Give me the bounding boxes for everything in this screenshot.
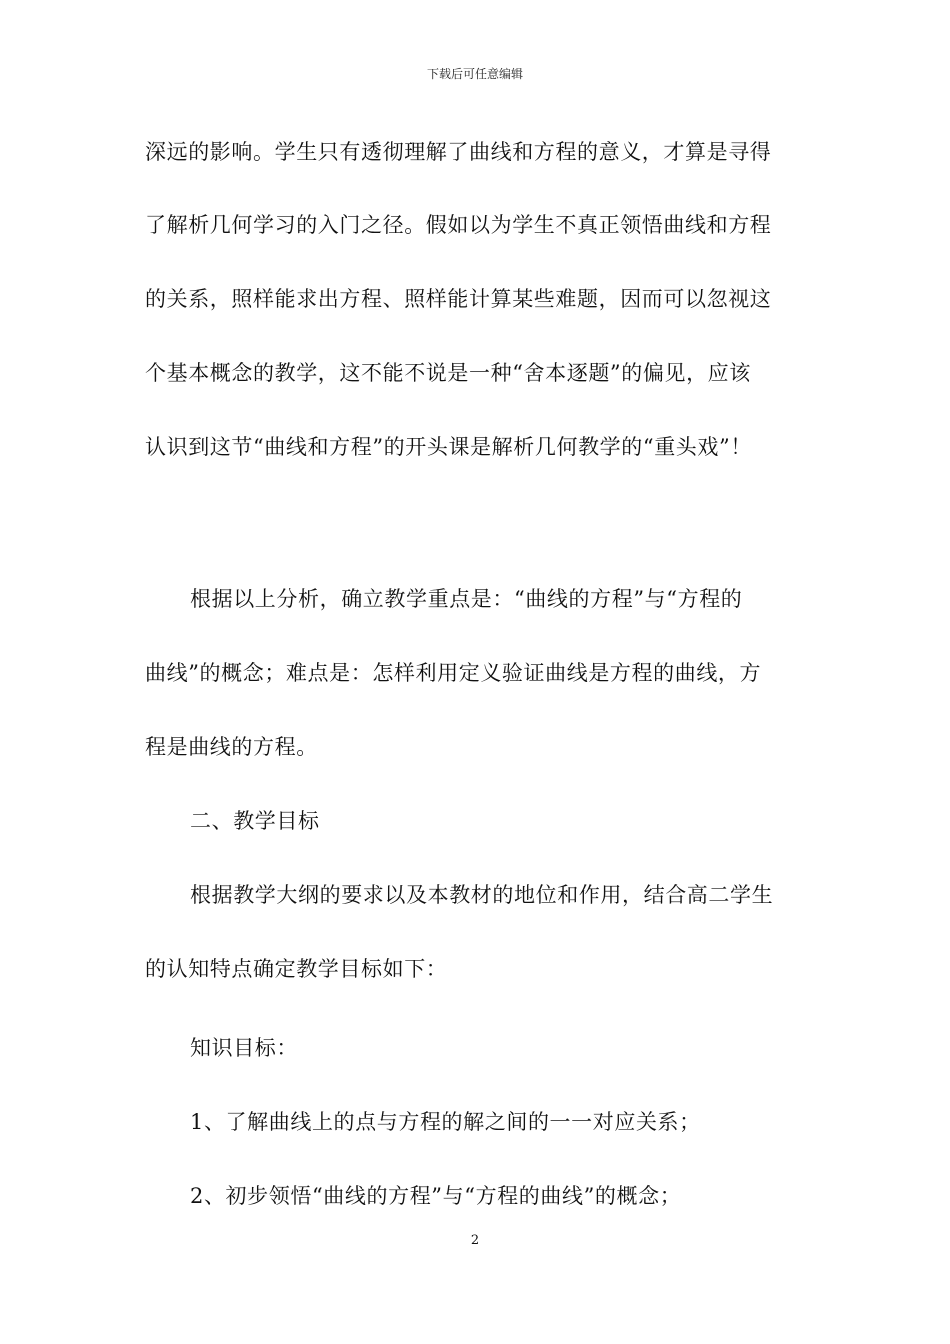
paragraph-line: 了解析几何学习的入门之径。假如以为学生不真正领悟曲线和方程 xyxy=(145,213,772,237)
list-item: 2、初步领悟“曲线的方程”与“方程的曲线”的概念； xyxy=(190,1184,682,1208)
page-number: 2 xyxy=(470,1233,480,1248)
paragraph-line: 程是曲线的方程。 xyxy=(145,735,318,759)
paragraph-line: 个基本概念的教学，这不能不说是一种“舍本逐题”的偏见，应该 xyxy=(145,361,751,385)
paragraph-line: 曲线”的概念；难点是：怎样利用定义验证曲线是方程的曲线，方 xyxy=(145,661,762,685)
list-item: 1、了解曲线上的点与方程的解之间的一一对应关系； xyxy=(190,1110,701,1134)
paragraph-line: 深远的影响。学生只有透彻理解了曲线和方程的意义，才算是寻得 xyxy=(145,140,772,164)
paragraph-line: 根据以上分析，确立教学重点是：“曲线的方程”与“方程的 xyxy=(190,587,743,611)
paragraph-line: 的关系，照样能求出方程、照样能计算某些难题，因而可以忽视这 xyxy=(145,287,772,311)
paragraph-line: 根据教学大纲的要求以及本教材的地位和作用，结合高二学生 xyxy=(190,883,774,907)
subheading: 知识目标： xyxy=(190,1036,298,1060)
section-heading: 二、教学目标 xyxy=(190,809,320,833)
paragraph-line: 的认知特点确定教学目标如下： xyxy=(145,957,448,981)
page-header: 下载后可任意编辑 xyxy=(426,67,523,81)
paragraph-line: 认识到这节“曲线和方程”的开头课是解析几何教学的“重头戏”！ xyxy=(145,435,752,459)
